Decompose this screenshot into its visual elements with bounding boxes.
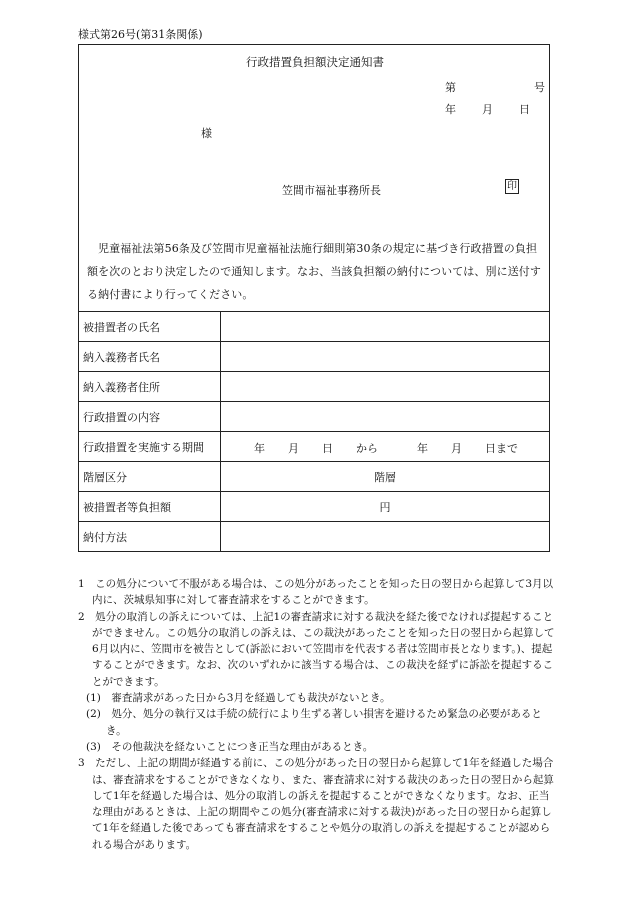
row-label: 納入義務者氏名 [79, 342, 221, 372]
notice-title: 行政措置負担額決定通知書 [246, 55, 384, 69]
row-label: 行政措置を実施する期間 [79, 432, 221, 462]
table-row [79, 312, 550, 342]
table-row [79, 522, 550, 552]
row-value [221, 402, 550, 432]
doc-no-suffix: 号 [534, 81, 545, 94]
row-label: 階層区分 [79, 462, 221, 492]
period-until: 日まで [485, 442, 518, 455]
period-year2: 年 [417, 442, 428, 455]
row-label: 納入義務者住所 [79, 372, 221, 402]
document-number [445, 79, 545, 95]
issuer-name: 笠間市福祉事務所長 [282, 184, 381, 197]
table-row [79, 342, 550, 372]
note-2-3: (3) その他裁決を経ないことにつき正当な理由があるとき。 [86, 740, 374, 753]
note-1: 1 この処分について不服がある場合は、この処分があったことを知った日の翌日から起算して3月以内に、茨城県知事に対して審査請求をすることができます。 [78, 578, 554, 607]
date-month: 月 [482, 103, 493, 116]
row-label: 行政措置の内容 [79, 402, 221, 432]
date-year: 年 [445, 103, 456, 116]
row-label: 被措置者の氏名 [79, 312, 221, 342]
row-value: 階層 [221, 462, 550, 492]
notes-section [78, 576, 558, 853]
notice-box [78, 44, 550, 312]
table-row [79, 462, 550, 492]
form-number: 様式第26号(第31条関係) [78, 28, 203, 41]
note-2: 2 処分の取消しの訴えについては、上記1の審査請求に対する裁決を経た後でなければ提起することができません。この処分の取消しの訴えは、この裁決があったことを知った日の翌日から起算して6月以内に、笠間市を被告として(訴訟において笠間市を代表する者は笠間市長となります。)、提起することができます。なお、次のいずれかに該当する場合は、この裁決を経ずに訴訟を提起することができます。 [78, 610, 555, 688]
table-row [79, 432, 550, 462]
note-2-2: (2) 処分、処分の執行又は手続の続行により生ずる著しい損害を避けるため緊急の必要があるとき。 [86, 708, 542, 737]
period-from: から [356, 442, 378, 455]
row-label: 被措置者等負担額 [79, 492, 221, 522]
period-value [221, 432, 550, 462]
period-month2: 月 [451, 442, 462, 455]
details-table [78, 311, 550, 552]
table-row [79, 402, 550, 432]
note-2-1: (1) 審査請求があった日から3月を経過しても裁決がないとき。 [86, 692, 391, 705]
period-day1: 日 [322, 442, 333, 455]
date-day: 日 [519, 103, 530, 116]
note-3: 3 ただし、上記の期間が経過する前に、この処分があった日の翌日から起算して1年を経過した場合は、審査請求をすることができなくなり、また、審査請求に対する裁決のあった日の翌日から起算して1年を経過した場合は、処分の取消しの訴えを提起することができなくなります。なお、正当な理由があるときは、上記の期間やこの処分(審査請求に対する裁決)があった日の翌日から起算して1年を経過した後であっても審査請求をすることや処分の取消しの訴えを提起することが認められる場合があります。 [78, 757, 554, 851]
notice-body: 児童福祉法第56条及び笠間市児童福祉法施行細則第30条の規定に基づき行政措置の負担額を次のとおり決定したので通知します。なお、当該負担額の納付については、別に送付する納付書により行ってください。 [87, 242, 541, 301]
seal-mark: 印 [507, 181, 517, 192]
row-value [221, 312, 550, 342]
row-value [221, 522, 550, 552]
doc-no-prefix: 第 [445, 81, 456, 94]
issue-date [445, 101, 530, 117]
period-year1: 年 [254, 442, 265, 455]
row-value [221, 372, 550, 402]
addressee-suffix: 様 [201, 127, 212, 140]
row-label: 納付方法 [79, 522, 221, 552]
table-row [79, 372, 550, 402]
row-value: 円 [221, 492, 550, 522]
period-month1: 月 [288, 442, 299, 455]
table-row [79, 492, 550, 522]
row-value [221, 342, 550, 372]
